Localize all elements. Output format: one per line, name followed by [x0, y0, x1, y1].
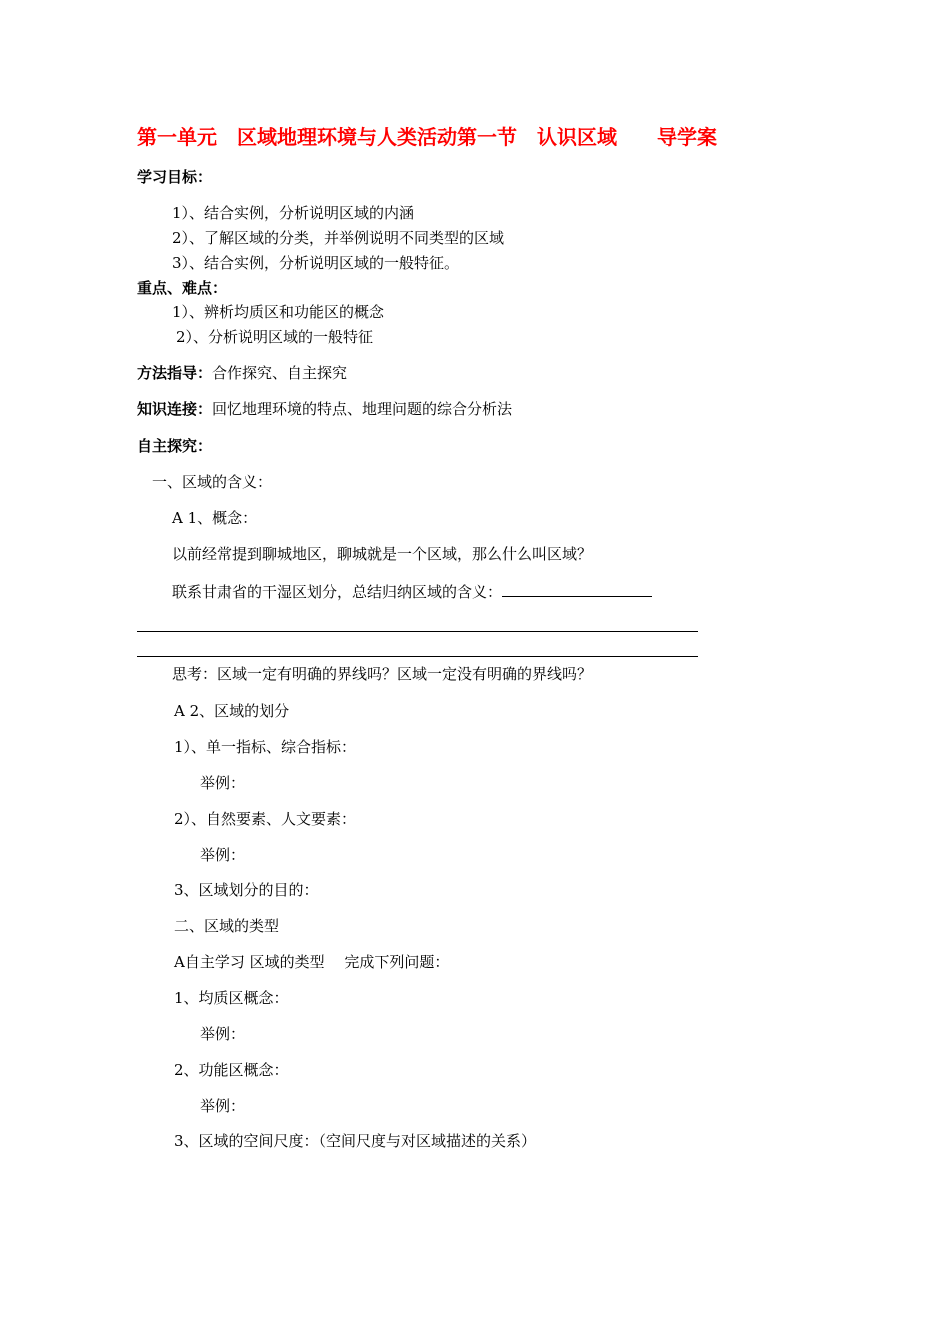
- objective-item-1: 1）、结合实例，分析说明区域的内涵: [172, 204, 415, 222]
- question-2: 联系甘肃省的干湿区划分，总结归纳区域的含义：: [172, 583, 503, 601]
- key-point-item-1: 1）、辨析均质区和功能区的概念: [172, 303, 385, 321]
- knowledge-line: [137, 399, 512, 419]
- page-title: 第一单元 区域地理环境与人类活动第一节 认识区域 导学案: [137, 125, 717, 149]
- types-a3: A自主学习 区域的类型 完成下列问题：: [174, 953, 450, 971]
- division-a2: A 2、区域的划分: [174, 702, 290, 720]
- division-item-3: 3、区域划分的目的：: [174, 881, 319, 899]
- self-study-heading: 自主探究：: [137, 437, 213, 455]
- type-item-3: 3、区域的空间尺度：（空间尺度与对区域描述的关系）: [174, 1132, 537, 1150]
- method-line: [137, 363, 347, 383]
- key-points-heading: 重点、难点：: [137, 279, 228, 297]
- answer-line-2[interactable]: [137, 656, 698, 657]
- knowledge-text: 回忆地理环境的特点、地理问题的综合分析法: [212, 400, 513, 418]
- objectives-heading: 学习目标：: [137, 168, 213, 186]
- question-1: 以前经常提到聊城地区，聊城就是一个区域，那么什么叫区域？: [172, 545, 593, 563]
- section-2-heading: 二、区域的类型: [174, 917, 280, 935]
- objective-item-2: 2）、了解区域的分类，并举例说明不同类型的区域: [172, 229, 505, 247]
- section-1-heading: 一、区域的含义：: [152, 473, 273, 491]
- type-example-2: 举例：: [200, 1097, 246, 1115]
- type-item-1: 1、均质区概念：: [174, 989, 289, 1007]
- division-example-2: 举例：: [200, 846, 246, 864]
- objective-item-3: 3）、结合实例，分析说明区域的一般特征。: [172, 254, 460, 272]
- method-label: 方法指导：: [137, 364, 213, 382]
- question-2-line: [172, 580, 652, 600]
- answer-blank-inline[interactable]: [502, 580, 652, 597]
- type-example-1: 举例：: [200, 1025, 246, 1043]
- knowledge-label: 知识连接：: [137, 400, 213, 418]
- answer-line-1[interactable]: [137, 631, 698, 632]
- think-question: 思考：区域一定有明确的界线吗？区域一定没有明确的界线吗？: [172, 665, 593, 683]
- key-point-item-2: 2）、分析说明区域的一般特征: [176, 328, 374, 346]
- division-item-2: 2）、自然要素、人文要素：: [174, 810, 357, 828]
- type-item-2: 2、功能区概念：: [174, 1061, 289, 1079]
- division-example-1: 举例：: [200, 774, 246, 792]
- division-item-1: 1）、单一指标、综合指标：: [174, 738, 357, 756]
- method-text: 合作探究、自主探究: [212, 364, 348, 382]
- concept-a1: A 1、概念：: [172, 509, 258, 527]
